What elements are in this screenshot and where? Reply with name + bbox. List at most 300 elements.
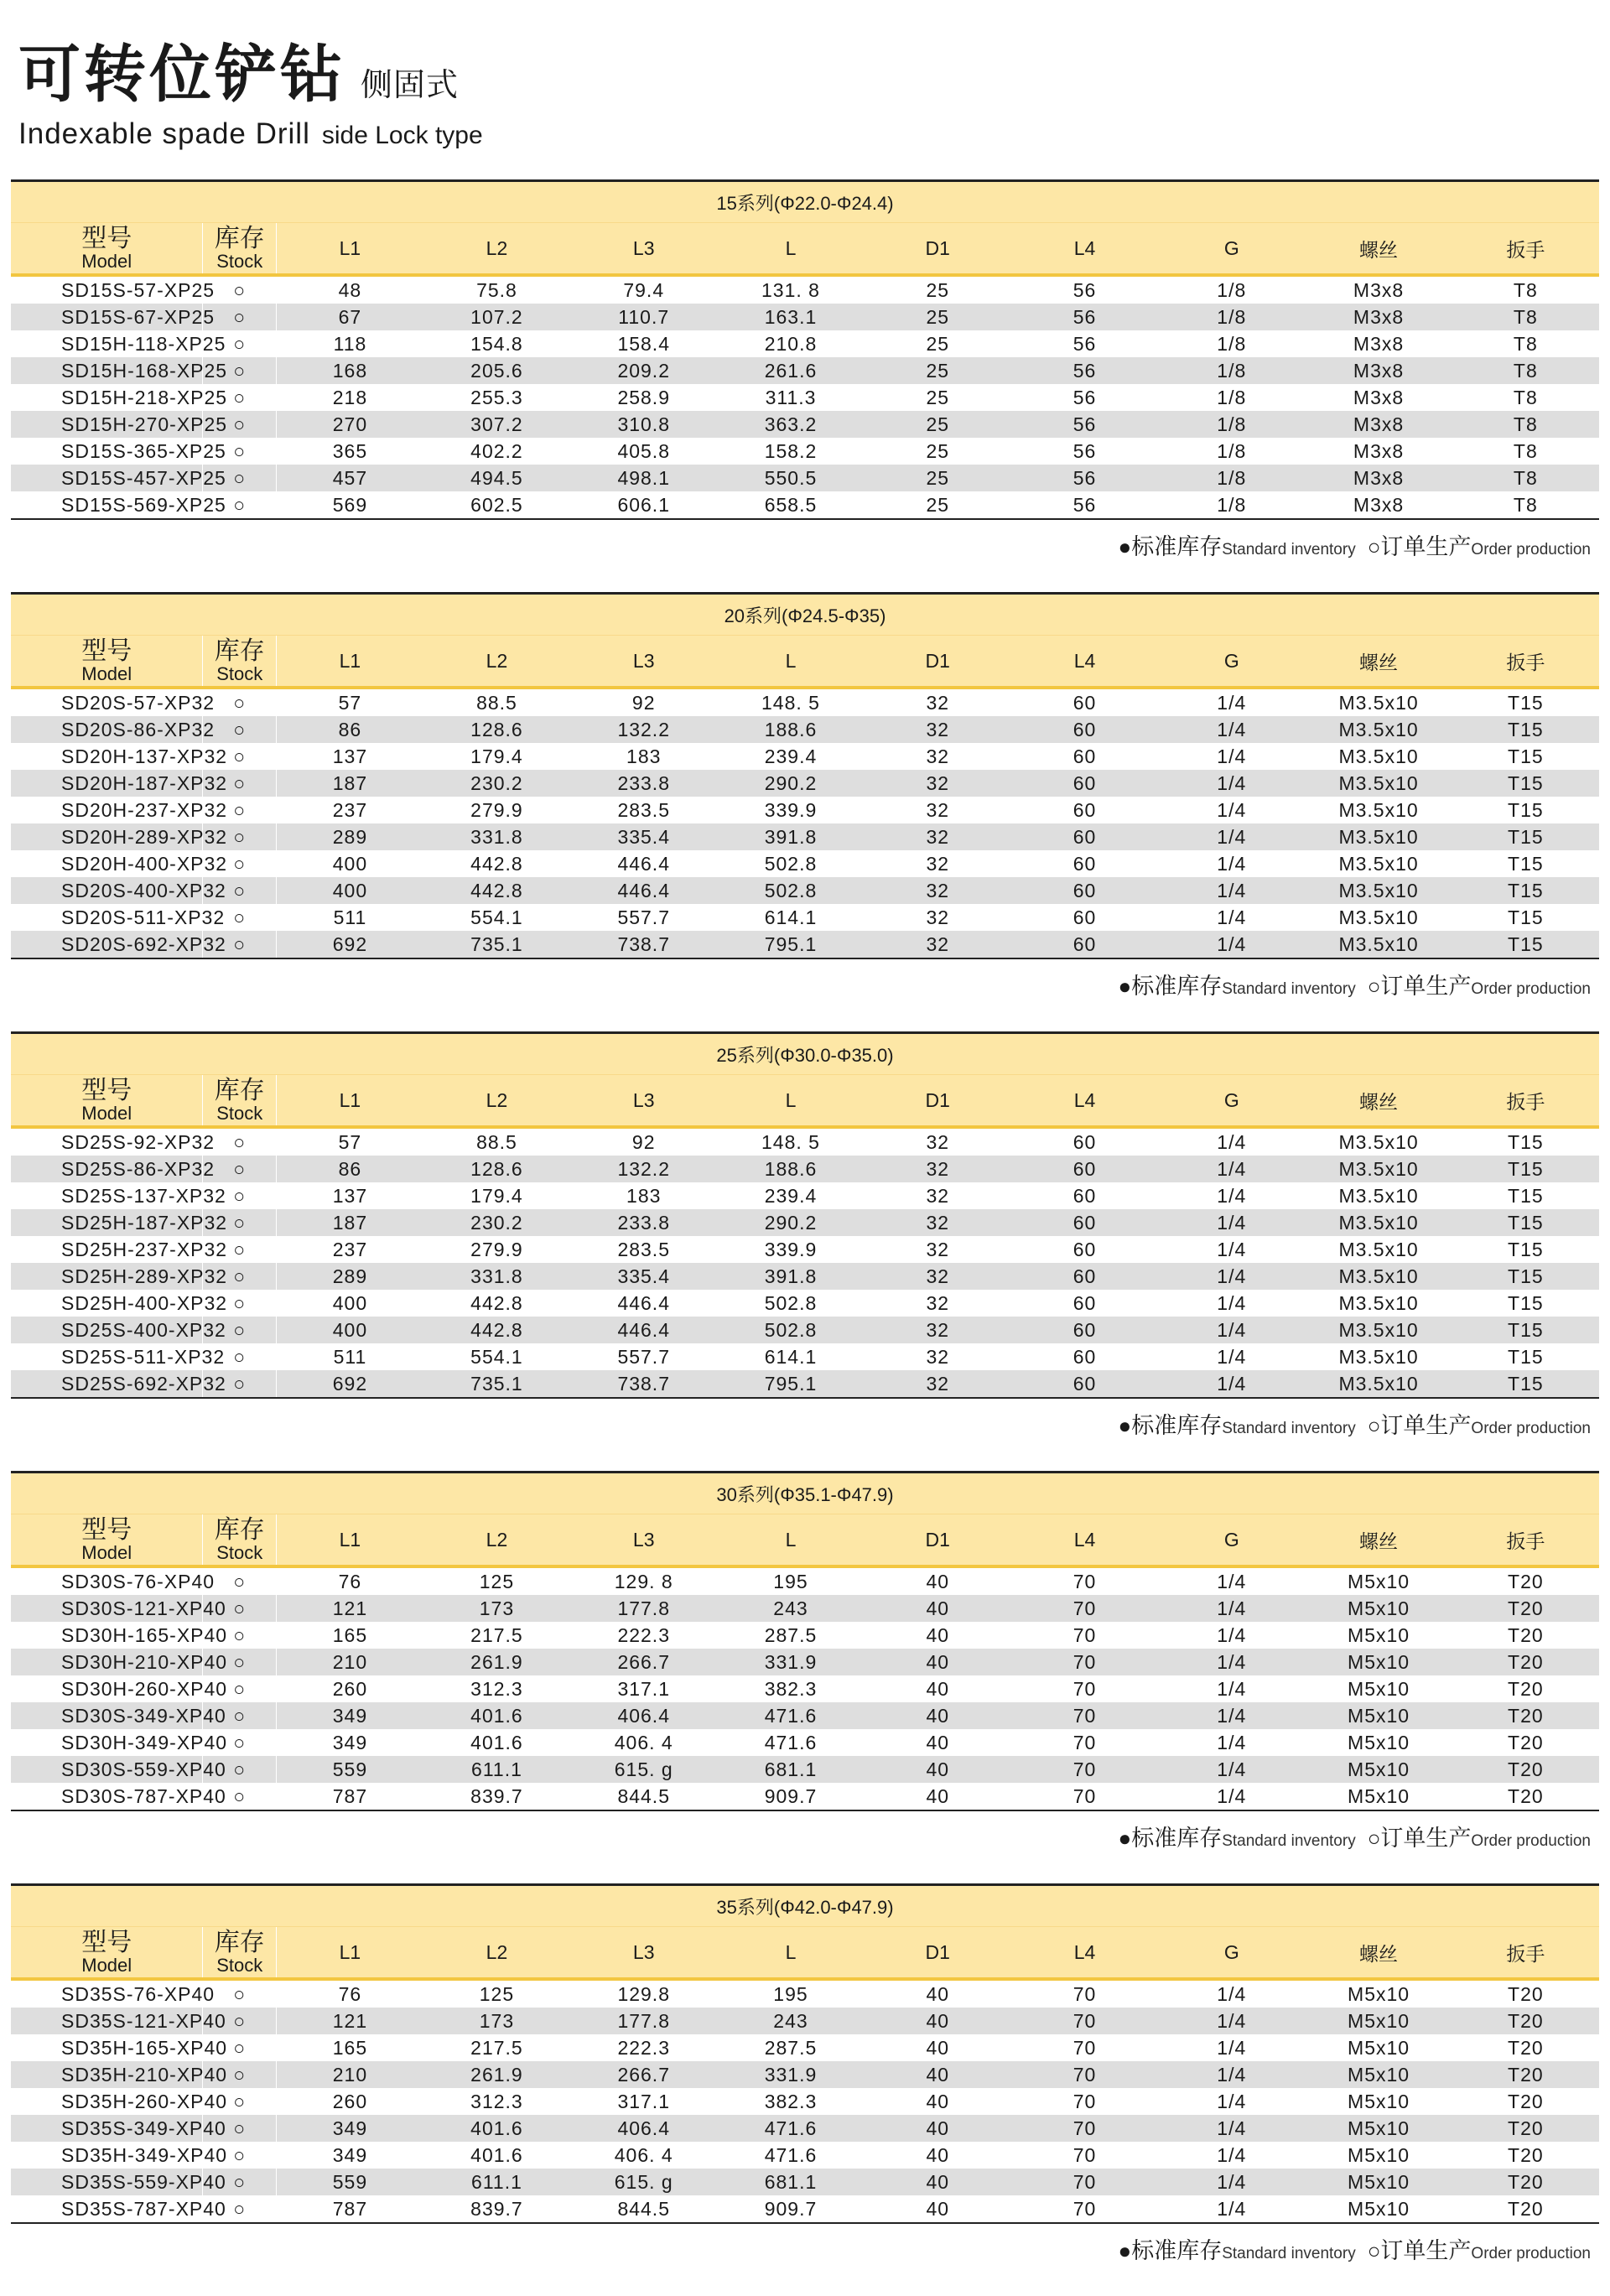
col-header-wrench: 扳手: [1452, 1514, 1599, 1567]
wrench-cell: T8: [1452, 438, 1599, 465]
l2-cell: 154.8: [423, 330, 570, 357]
standard-inventory-icon: ●: [1118, 2238, 1132, 2263]
l-cell: 188.6: [717, 1156, 864, 1182]
table-row: [11, 1290, 1599, 1317]
l2-cell: 125: [423, 1979, 570, 2008]
l-cell: 239.4: [717, 1182, 864, 1209]
wrench-cell: T15: [1452, 1127, 1599, 1156]
stock-header: [203, 1075, 277, 1128]
stock-cell: ○: [203, 770, 277, 797]
table-row: [11, 797, 1599, 823]
d1-cell: 40: [865, 2169, 1011, 2195]
screw-cell: M3.5x10: [1305, 770, 1452, 797]
wrench-cell: T20: [1452, 2008, 1599, 2034]
g-cell: 1/4: [1158, 1182, 1305, 1209]
wrench-cell: T20: [1452, 2142, 1599, 2169]
table-row: [11, 1783, 1599, 1810]
model-header: [11, 1075, 203, 1128]
stock-cell: ○: [203, 797, 277, 823]
model-cell: SD35S-76-XP40: [11, 1979, 203, 2008]
table-row: [11, 1182, 1599, 1209]
spec-table: [11, 1883, 1599, 2224]
col-header-screw: 螺丝: [1305, 223, 1452, 276]
l-cell: 502.8: [717, 1290, 864, 1317]
d1-cell: 32: [865, 743, 1011, 770]
l3-cell: 79.4: [570, 275, 717, 304]
col-header-l2: L2: [423, 636, 570, 688]
col-header-l1: L1: [277, 223, 423, 276]
l-cell: 502.8: [717, 877, 864, 904]
spec-sections: [11, 179, 1599, 2296]
column-header-row: [11, 1514, 1599, 1567]
l3-cell: 110.7: [570, 304, 717, 330]
wrench-cell: T8: [1452, 411, 1599, 438]
l1-cell: 400: [277, 1290, 423, 1317]
stock-header: [203, 636, 277, 688]
stock-header: [203, 1927, 277, 1980]
l3-cell: 406.4: [570, 1702, 717, 1729]
inventory-legend: [11, 2224, 1599, 2281]
d1-cell: 25: [865, 491, 1011, 519]
l3-cell: 335.4: [570, 1263, 717, 1290]
model-cell: SD20H-400-XP32: [11, 850, 203, 877]
d1-cell: 40: [865, 1756, 1011, 1783]
model-header: [11, 636, 203, 688]
l-cell: 614.1: [717, 1343, 864, 1370]
order-production-label-cn: 订单生产: [1380, 2238, 1472, 2263]
l3-cell: 92: [570, 688, 717, 716]
l3-cell: 233.8: [570, 1209, 717, 1236]
wrench-cell: T15: [1452, 1263, 1599, 1290]
model-cell: SD15H-218-XP25: [11, 384, 203, 411]
stock-header-en: Stock: [216, 1103, 263, 1125]
col-header-l3: L3: [570, 1927, 717, 1980]
wrench-cell: T20: [1452, 2195, 1599, 2223]
col-header-g: G: [1158, 1075, 1305, 1128]
l2-cell: 602.5: [423, 491, 570, 519]
stock-cell: ○: [203, 877, 277, 904]
l-cell: 502.8: [717, 850, 864, 877]
g-cell: 1/4: [1158, 1595, 1305, 1622]
table-row: [11, 1156, 1599, 1182]
l2-cell: 312.3: [423, 2088, 570, 2115]
order-production-label-en: Order production: [1471, 1832, 1591, 1850]
l2-cell: 611.1: [423, 1756, 570, 1783]
model-cell: SD30S-349-XP40: [11, 1702, 203, 1729]
l4-cell: 60: [1011, 1182, 1158, 1209]
model-header-en: Model: [81, 663, 132, 685]
l1-cell: 86: [277, 716, 423, 743]
l-cell: 550.5: [717, 465, 864, 491]
stock-header-cn: 库存: [214, 1076, 265, 1104]
stock-header-cn: 库存: [214, 636, 265, 665]
l2-cell: 279.9: [423, 1236, 570, 1263]
l3-cell: 317.1: [570, 2088, 717, 2115]
screw-cell: M3.5x10: [1305, 743, 1452, 770]
wrench-cell: T15: [1452, 743, 1599, 770]
screw-cell: M5x10: [1305, 1783, 1452, 1810]
screw-cell: M3.5x10: [1305, 823, 1452, 850]
l4-cell: 56: [1011, 304, 1158, 330]
stock-cell: ○: [203, 1622, 277, 1649]
l2-cell: 611.1: [423, 2169, 570, 2195]
stock-cell: ○: [203, 931, 277, 958]
col-header-g: G: [1158, 1514, 1305, 1567]
g-cell: 1/4: [1158, 716, 1305, 743]
wrench-cell: T15: [1452, 1317, 1599, 1343]
l1-cell: 692: [277, 1370, 423, 1398]
model-cell: SD35S-349-XP40: [11, 2115, 203, 2142]
l1-cell: 165: [277, 2034, 423, 2061]
l-cell: 382.3: [717, 1675, 864, 1702]
l2-cell: 173: [423, 2008, 570, 2034]
screw-cell: M5x10: [1305, 2008, 1452, 2034]
l3-cell: 258.9: [570, 384, 717, 411]
d1-cell: 40: [865, 2034, 1011, 2061]
wrench-cell: T20: [1452, 1729, 1599, 1756]
order-production-icon: ○: [1367, 1413, 1381, 1438]
stock-header-en: Stock: [216, 1542, 263, 1564]
l4-cell: 60: [1011, 1370, 1158, 1398]
l-cell: 339.9: [717, 1236, 864, 1263]
stock-cell: ○: [203, 1236, 277, 1263]
l3-cell: 266.7: [570, 1649, 717, 1675]
stock-cell: ○: [203, 1263, 277, 1290]
stock-cell: ○: [203, 1979, 277, 2008]
table-row: [11, 275, 1599, 304]
l2-cell: 442.8: [423, 1290, 570, 1317]
column-header-row: [11, 636, 1599, 688]
stock-cell: ○: [203, 2034, 277, 2061]
screw-cell: M3x8: [1305, 438, 1452, 465]
l3-cell: 498.1: [570, 465, 717, 491]
l3-cell: 283.5: [570, 797, 717, 823]
series-section: [11, 1471, 1599, 1868]
l2-cell: 839.7: [423, 2195, 570, 2223]
l4-cell: 56: [1011, 491, 1158, 519]
d1-cell: 32: [865, 1343, 1011, 1370]
g-cell: 1/4: [1158, 688, 1305, 716]
l4-cell: 60: [1011, 770, 1158, 797]
screw-cell: M5x10: [1305, 2088, 1452, 2115]
l4-cell: 60: [1011, 1317, 1158, 1343]
col-header-screw: 螺丝: [1305, 636, 1452, 688]
model-cell: SD30H-165-XP40: [11, 1622, 203, 1649]
l1-cell: 210: [277, 1649, 423, 1675]
screw-cell: M5x10: [1305, 1729, 1452, 1756]
model-cell: SD25H-400-XP32: [11, 1290, 203, 1317]
l-cell: 471.6: [717, 2115, 864, 2142]
stock-cell: ○: [203, 2195, 277, 2223]
col-header-wrench: 扳手: [1452, 223, 1599, 276]
screw-cell: M3x8: [1305, 275, 1452, 304]
model-cell: SD15S-569-XP25: [11, 491, 203, 519]
wrench-cell: T20: [1452, 1756, 1599, 1783]
d1-cell: 25: [865, 438, 1011, 465]
screw-cell: M5x10: [1305, 1979, 1452, 2008]
l-cell: 243: [717, 2008, 864, 2034]
screw-cell: M3x8: [1305, 491, 1452, 519]
l-cell: 909.7: [717, 2195, 864, 2223]
screw-cell: M5x10: [1305, 1649, 1452, 1675]
l-cell: 363.2: [717, 411, 864, 438]
l3-cell: 557.7: [570, 1343, 717, 1370]
col-header-l2: L2: [423, 1927, 570, 1980]
l1-cell: 349: [277, 2115, 423, 2142]
l1-cell: 210: [277, 2061, 423, 2088]
stock-cell: ○: [203, 438, 277, 465]
g-cell: 1/4: [1158, 823, 1305, 850]
l1-cell: 569: [277, 491, 423, 519]
screw-cell: M5x10: [1305, 2061, 1452, 2088]
series-title: 35系列(Φ42.0-Φ47.9): [11, 1885, 1599, 1927]
table-row: [11, 357, 1599, 384]
l4-cell: 60: [1011, 904, 1158, 931]
g-cell: 1/4: [1158, 1290, 1305, 1317]
table-row: [11, 688, 1599, 716]
title-en-subtitle: side Lock type: [321, 122, 483, 149]
col-header-l1: L1: [277, 1514, 423, 1567]
screw-cell: M3.5x10: [1305, 688, 1452, 716]
wrench-cell: T15: [1452, 823, 1599, 850]
l2-cell: 179.4: [423, 1182, 570, 1209]
screw-cell: M3.5x10: [1305, 850, 1452, 877]
model-cell: SD15H-270-XP25: [11, 411, 203, 438]
l4-cell: 70: [1011, 1783, 1158, 1810]
model-cell: SD15S-67-XP25: [11, 304, 203, 330]
l3-cell: 158.4: [570, 330, 717, 357]
model-cell: SD30S-787-XP40: [11, 1783, 203, 1810]
model-header-cn: 型号: [81, 1515, 132, 1544]
g-cell: 1/4: [1158, 2115, 1305, 2142]
table-row: [11, 304, 1599, 330]
stock-cell: ○: [203, 2142, 277, 2169]
g-cell: 1/4: [1158, 1622, 1305, 1649]
g-cell: 1/8: [1158, 411, 1305, 438]
col-header-l1: L1: [277, 1927, 423, 1980]
l1-cell: 118: [277, 330, 423, 357]
screw-cell: M3.5x10: [1305, 1370, 1452, 1398]
series-section: [11, 179, 1599, 577]
l1-cell: 76: [277, 1566, 423, 1595]
l1-cell: 787: [277, 2195, 423, 2223]
screw-cell: M5x10: [1305, 2142, 1452, 2169]
g-cell: 1/4: [1158, 743, 1305, 770]
table-row: [11, 438, 1599, 465]
series-section: [11, 1883, 1599, 2281]
order-production-label-en: Order production: [1471, 541, 1591, 558]
model-cell: SD20H-237-XP32: [11, 797, 203, 823]
l3-cell: 132.2: [570, 1156, 717, 1182]
stock-cell: ○: [203, 2115, 277, 2142]
model-cell: SD15H-118-XP25: [11, 330, 203, 357]
table-row: [11, 2195, 1599, 2223]
l4-cell: 60: [1011, 1343, 1158, 1370]
l-cell: 148. 5: [717, 1127, 864, 1156]
col-header-d1: D1: [865, 1075, 1011, 1128]
model-header-en: Model: [81, 1103, 132, 1125]
stock-header-cn: 库存: [214, 1515, 265, 1544]
wrench-cell: T15: [1452, 1343, 1599, 1370]
order-production-icon: ○: [1367, 974, 1381, 999]
l1-cell: 400: [277, 1317, 423, 1343]
l4-cell: 70: [1011, 1595, 1158, 1622]
screw-cell: M5x10: [1305, 1675, 1452, 1702]
g-cell: 1/4: [1158, 2088, 1305, 2115]
table-row: [11, 743, 1599, 770]
l3-cell: 844.5: [570, 1783, 717, 1810]
table-row: [11, 823, 1599, 850]
col-header-l4: L4: [1011, 1927, 1158, 1980]
g-cell: 1/4: [1158, 1702, 1305, 1729]
l4-cell: 70: [1011, 2115, 1158, 2142]
col-header-d1: D1: [865, 1514, 1011, 1567]
l2-cell: 279.9: [423, 797, 570, 823]
stock-cell: ○: [203, 904, 277, 931]
g-cell: 1/4: [1158, 1566, 1305, 1595]
l3-cell: 406. 4: [570, 2142, 717, 2169]
l4-cell: 60: [1011, 877, 1158, 904]
l2-cell: 230.2: [423, 1209, 570, 1236]
screw-cell: M3.5x10: [1305, 1182, 1452, 1209]
stock-cell: ○: [203, 1182, 277, 1209]
stock-cell: ○: [203, 1783, 277, 1810]
col-header-g: G: [1158, 223, 1305, 276]
l1-cell: 289: [277, 823, 423, 850]
col-header-wrench: 扳手: [1452, 1075, 1599, 1128]
l-cell: 681.1: [717, 2169, 864, 2195]
l1-cell: 365: [277, 438, 423, 465]
l4-cell: 56: [1011, 275, 1158, 304]
l4-cell: 70: [1011, 1729, 1158, 1756]
screw-cell: M3.5x10: [1305, 1317, 1452, 1343]
l-cell: 339.9: [717, 797, 864, 823]
spec-table: [11, 1031, 1599, 1399]
l-cell: 311.3: [717, 384, 864, 411]
table-row: [11, 904, 1599, 931]
title-cn-subtitle: 侧固式: [361, 68, 460, 103]
d1-cell: 32: [865, 823, 1011, 850]
l1-cell: 165: [277, 1622, 423, 1649]
screw-cell: M3.5x10: [1305, 1343, 1452, 1370]
g-cell: 1/8: [1158, 384, 1305, 411]
l4-cell: 60: [1011, 850, 1158, 877]
d1-cell: 32: [865, 931, 1011, 958]
model-header-cn: 型号: [81, 1076, 132, 1104]
l-cell: 471.6: [717, 2142, 864, 2169]
col-header-l2: L2: [423, 1514, 570, 1567]
l2-cell: 442.8: [423, 1317, 570, 1343]
model-header-en: Model: [81, 1542, 132, 1564]
model-cell: SD25S-86-XP32: [11, 1156, 203, 1182]
g-cell: 1/4: [1158, 1317, 1305, 1343]
col-header-l4: L4: [1011, 1514, 1158, 1567]
d1-cell: 40: [865, 2061, 1011, 2088]
l-cell: 239.4: [717, 743, 864, 770]
g-cell: 1/4: [1158, 904, 1305, 931]
table-row: [11, 2142, 1599, 2169]
stock-header-en: Stock: [216, 663, 263, 685]
l3-cell: 266.7: [570, 2061, 717, 2088]
l1-cell: 260: [277, 2088, 423, 2115]
model-header-en: Model: [81, 1955, 132, 1977]
stock-cell: ○: [203, 357, 277, 384]
stock-cell: ○: [203, 2088, 277, 2115]
model-cell: SD25H-289-XP32: [11, 1263, 203, 1290]
model-cell: SD20H-289-XP32: [11, 823, 203, 850]
l2-cell: 255.3: [423, 384, 570, 411]
stock-header-en: Stock: [216, 251, 263, 273]
d1-cell: 40: [865, 1622, 1011, 1649]
l4-cell: 70: [1011, 1675, 1158, 1702]
model-cell: SD20S-400-XP32: [11, 877, 203, 904]
table-row: [11, 491, 1599, 519]
l-cell: 795.1: [717, 931, 864, 958]
l-cell: 614.1: [717, 904, 864, 931]
col-header-l3: L3: [570, 636, 717, 688]
wrench-cell: T15: [1452, 931, 1599, 958]
d1-cell: 32: [865, 770, 1011, 797]
l-cell: 261.6: [717, 357, 864, 384]
order-production-label-cn: 订单生产: [1380, 1413, 1472, 1438]
l3-cell: 129.8: [570, 1979, 717, 2008]
column-header-row: [11, 1075, 1599, 1128]
l4-cell: 70: [1011, 2169, 1158, 2195]
l-cell: 331.9: [717, 1649, 864, 1675]
wrench-cell: T20: [1452, 1702, 1599, 1729]
l4-cell: 70: [1011, 2088, 1158, 2115]
screw-cell: M5x10: [1305, 1702, 1452, 1729]
stock-cell: ○: [203, 1566, 277, 1595]
table-row: [11, 1263, 1599, 1290]
l3-cell: 446.4: [570, 1290, 717, 1317]
l-cell: 158.2: [717, 438, 864, 465]
l1-cell: 400: [277, 850, 423, 877]
l-cell: 658.5: [717, 491, 864, 519]
l2-cell: 205.6: [423, 357, 570, 384]
l2-cell: 261.9: [423, 1649, 570, 1675]
table-row: [11, 1622, 1599, 1649]
series-section: [11, 1031, 1599, 1456]
d1-cell: 32: [865, 797, 1011, 823]
col-header-l3: L3: [570, 223, 717, 276]
model-cell: SD20S-511-XP32: [11, 904, 203, 931]
model-header: [11, 1927, 203, 1980]
page-title-en: [18, 119, 483, 148]
l-cell: 502.8: [717, 1317, 864, 1343]
standard-inventory-icon: ●: [1118, 974, 1132, 999]
l3-cell: 615. g: [570, 1756, 717, 1783]
d1-cell: 40: [865, 1783, 1011, 1810]
screw-cell: M5x10: [1305, 2195, 1452, 2223]
l4-cell: 60: [1011, 743, 1158, 770]
col-header-l1: L1: [277, 636, 423, 688]
d1-cell: 40: [865, 2115, 1011, 2142]
screw-cell: M3.5x10: [1305, 877, 1452, 904]
l4-cell: 70: [1011, 1702, 1158, 1729]
l-cell: 681.1: [717, 1756, 864, 1783]
series-title: 20系列(Φ24.5-Φ35): [11, 594, 1599, 636]
col-header-g: G: [1158, 636, 1305, 688]
model-cell: SD25S-92-XP32: [11, 1127, 203, 1156]
l2-cell: 554.1: [423, 1343, 570, 1370]
stock-cell: ○: [203, 716, 277, 743]
spec-table: [11, 592, 1599, 959]
l3-cell: 310.8: [570, 411, 717, 438]
model-cell: SD30H-210-XP40: [11, 1649, 203, 1675]
l2-cell: 128.6: [423, 1156, 570, 1182]
l2-cell: 442.8: [423, 850, 570, 877]
